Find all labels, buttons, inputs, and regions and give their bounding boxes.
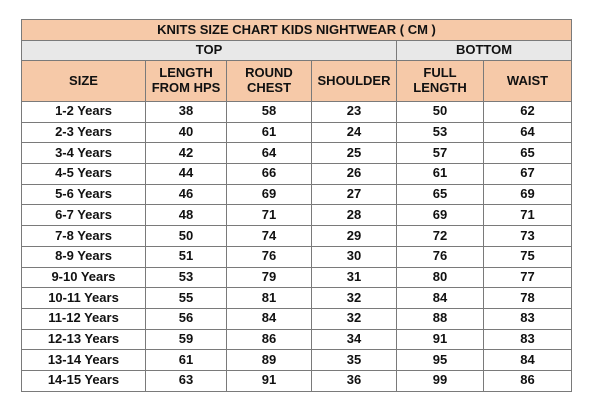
header-chest-line2: CHEST [246,80,292,95]
cell-waist: 83 [484,308,572,329]
cell-full-length: 99 [397,370,484,391]
column-header-row [22,61,572,102]
header-full-length [397,61,484,102]
cell-size: 12-13 Years [22,329,146,350]
table-row [22,205,572,226]
cell-full-length: 88 [397,308,484,329]
cell-chest: 58 [227,102,312,123]
cell-full-length: 69 [397,205,484,226]
cell-full-length: 76 [397,246,484,267]
cell-full-length: 57 [397,143,484,164]
chart-title: KNITS SIZE CHART KIDS NIGHTWEAR ( CM ) [22,20,572,41]
cell-full-length: 84 [397,288,484,309]
cell-chest: 74 [227,226,312,247]
cell-shoulder: 23 [312,102,397,123]
cell-length: 46 [146,184,227,205]
header-shoulder [312,61,397,102]
cell-waist: 69 [484,184,572,205]
cell-length: 48 [146,205,227,226]
cell-waist: 75 [484,246,572,267]
table-row [22,350,572,371]
cell-size: 1-2 Years [22,102,146,123]
header-round-chest [227,61,312,102]
header-length-line1: LENGTH [159,65,213,81]
cell-size: 7-8 Years [22,226,146,247]
table-row [22,164,572,185]
cell-full-length: 91 [397,329,484,350]
table-row [22,370,572,391]
header-shoulder-label: SHOULDER [317,72,391,88]
cell-shoulder: 29 [312,226,397,247]
table-row [22,308,572,329]
cell-length: 44 [146,164,227,185]
cell-full-length: 80 [397,267,484,288]
table-row [22,143,572,164]
header-waist-label: WAIST [506,72,549,88]
cell-shoulder: 30 [312,246,397,267]
cell-shoulder: 24 [312,122,397,143]
cell-chest: 84 [227,308,312,329]
cell-waist: 86 [484,370,572,391]
cell-shoulder: 26 [312,164,397,185]
size-chart-table [21,19,572,392]
header-length-line2: FROM HPS [151,80,221,95]
header-chest-line1: ROUND [245,65,293,81]
cell-chest: 76 [227,246,312,267]
cell-full-length: 61 [397,164,484,185]
cell-size: 14-15 Years [22,370,146,391]
cell-full-length: 65 [397,184,484,205]
header-length [146,61,227,102]
table-row [22,122,572,143]
cell-size: 10-11 Years [22,288,146,309]
cell-shoulder: 32 [312,308,397,329]
cell-length: 50 [146,226,227,247]
cell-chest: 61 [227,122,312,143]
cell-length: 40 [146,122,227,143]
cell-length: 63 [146,370,227,391]
cell-chest: 91 [227,370,312,391]
table-row [22,267,572,288]
cell-size: 6-7 Years [22,205,146,226]
cell-size: 9-10 Years [22,267,146,288]
cell-waist: 65 [484,143,572,164]
cell-shoulder: 31 [312,267,397,288]
cell-full-length: 95 [397,350,484,371]
cell-waist: 83 [484,329,572,350]
table-row [22,288,572,309]
cell-length: 61 [146,350,227,371]
cell-full-length: 72 [397,226,484,247]
cell-length: 55 [146,288,227,309]
table-row [22,102,572,123]
cell-chest: 81 [227,288,312,309]
cell-length: 59 [146,329,227,350]
cell-waist: 71 [484,205,572,226]
cell-shoulder: 25 [312,143,397,164]
title-row [22,20,572,41]
cell-chest: 64 [227,143,312,164]
cell-waist: 78 [484,288,572,309]
header-full-length-line2: LENGTH [413,80,467,95]
cell-chest: 69 [227,184,312,205]
cell-length: 56 [146,308,227,329]
cell-shoulder: 36 [312,370,397,391]
cell-waist: 62 [484,102,572,123]
cell-waist: 77 [484,267,572,288]
cell-waist: 67 [484,164,572,185]
cell-shoulder: 34 [312,329,397,350]
cell-shoulder: 35 [312,350,397,371]
cell-length: 38 [146,102,227,123]
table-row [22,226,572,247]
cell-shoulder: 32 [312,288,397,309]
cell-chest: 71 [227,205,312,226]
cell-length: 42 [146,143,227,164]
cell-waist: 84 [484,350,572,371]
cell-size: 4-5 Years [22,164,146,185]
group-top: TOP [22,41,397,61]
header-full-length-line1: FULL [423,65,457,81]
cell-size: 8-9 Years [22,246,146,267]
group-row [22,41,572,61]
cell-shoulder: 28 [312,205,397,226]
table-row [22,246,572,267]
size-chart-body [22,20,572,392]
cell-length: 53 [146,267,227,288]
cell-chest: 79 [227,267,312,288]
cell-size: 5-6 Years [22,184,146,205]
cell-shoulder: 27 [312,184,397,205]
cell-size: 11-12 Years [22,308,146,329]
cell-size: 3-4 Years [22,143,146,164]
cell-chest: 89 [227,350,312,371]
cell-waist: 73 [484,226,572,247]
size-chart [21,19,571,392]
cell-length: 51 [146,246,227,267]
header-size [22,61,146,102]
cell-chest: 86 [227,329,312,350]
table-row [22,329,572,350]
cell-size: 2-3 Years [22,122,146,143]
header-size-label: SIZE [69,72,98,88]
table-row [22,184,572,205]
cell-full-length: 50 [397,102,484,123]
header-waist [484,61,572,102]
cell-full-length: 53 [397,122,484,143]
cell-chest: 66 [227,164,312,185]
cell-size: 13-14 Years [22,350,146,371]
cell-waist: 64 [484,122,572,143]
group-bottom: BOTTOM [397,41,572,61]
